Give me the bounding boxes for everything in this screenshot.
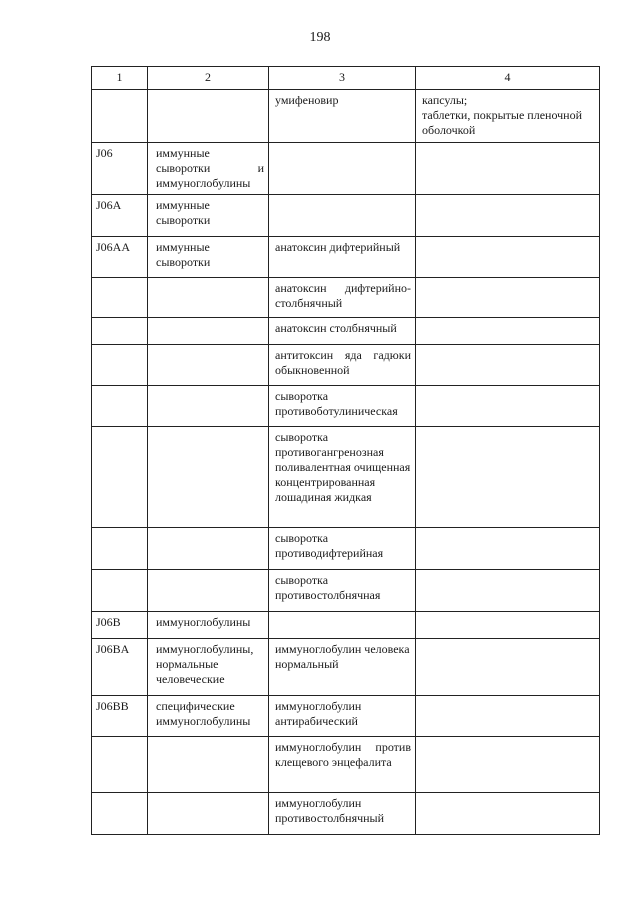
table-row: [92, 278, 600, 318]
drug-name-cell: [269, 143, 416, 195]
drug-name-cell: сыворотка противогангренозная поливалентная очищенная концентрированная лошадиная жидкая: [269, 427, 416, 528]
atc-code-cell: [92, 427, 148, 528]
table-row: [92, 386, 600, 427]
dosage-form-cell: [416, 570, 600, 612]
dosage-form-cell: [416, 237, 600, 278]
dosage-form-cell: [416, 427, 600, 528]
table-row: [92, 696, 600, 737]
atc-code-cell: [92, 90, 148, 143]
page-number: 198: [309, 30, 331, 45]
table-row: [92, 318, 600, 345]
column-header: 2: [148, 67, 269, 90]
table-row: [92, 612, 600, 639]
dosage-form-cell: [416, 318, 600, 345]
atc-code-cell: [92, 793, 148, 835]
group-name-cell: [148, 570, 269, 612]
group-name-cell: иммунные сыворотки: [148, 237, 269, 278]
table-row: [92, 639, 600, 696]
group-name-cell: [148, 427, 269, 528]
table-row: [92, 737, 600, 793]
group-name-cell: [148, 793, 269, 835]
group-name-cell: [148, 386, 269, 427]
drug-name-cell: [269, 612, 416, 639]
atc-code-cell: [92, 345, 148, 386]
dosage-form-cell: [416, 386, 600, 427]
group-name-cell: иммуноглобулины: [148, 612, 269, 639]
atc-code-cell: J06BA: [92, 639, 148, 696]
atc-code-cell: [92, 318, 148, 345]
table-row: [92, 90, 600, 143]
table-row: [92, 237, 600, 278]
atc-code-cell: [92, 737, 148, 793]
dosage-form-cell: [416, 793, 600, 835]
table-row: [92, 195, 600, 237]
column-header: 4: [416, 67, 600, 90]
atc-code-cell: [92, 386, 148, 427]
atc-code-cell: J06: [92, 143, 148, 195]
table-row: [92, 570, 600, 612]
drug-name-cell: анатоксин столбнячный: [269, 318, 416, 345]
group-name-cell: иммунные сыворотки и иммуноглобулины: [148, 143, 269, 195]
dosage-form-cell: [416, 639, 600, 696]
group-name-cell: [148, 737, 269, 793]
table-header-row: [92, 67, 600, 90]
column-header: 3: [269, 67, 416, 90]
atc-code-cell: [92, 278, 148, 318]
group-name-cell: [148, 278, 269, 318]
group-name-cell: [148, 345, 269, 386]
drug-name-cell: иммуноглобулин противостолбнячный: [269, 793, 416, 835]
drug-name-cell: умифеновир: [269, 90, 416, 143]
atc-code-cell: J06AA: [92, 237, 148, 278]
dosage-form-cell: [416, 90, 600, 143]
dosage-form-cell: [416, 195, 600, 237]
group-name-cell: иммуноглобулины, нормальные человеческие: [148, 639, 269, 696]
atc-code-cell: J06B: [92, 612, 148, 639]
drug-name-cell: иммуноглобулин антирабический: [269, 696, 416, 737]
dosage-form-cell: [416, 737, 600, 793]
dosage-form-text: капсулы; таблетки, покрытые пленочной оболочкой: [422, 93, 583, 137]
atc-code-cell: [92, 570, 148, 612]
drug-name-cell: сыворотка противодифтерийная: [269, 528, 416, 570]
dosage-form-cell: [416, 612, 600, 639]
atc-code-cell: [92, 528, 148, 570]
group-name-cell: специфические иммуноглобулины: [148, 696, 269, 737]
drug-name-cell: сыворотка противоботулиническая: [269, 386, 416, 427]
group-name-cell: [148, 528, 269, 570]
column-header: 1: [92, 67, 148, 90]
dosage-form-cell: [416, 345, 600, 386]
dosage-form-cell: [416, 143, 600, 195]
drug-name-cell: [269, 195, 416, 237]
group-name-cell: иммунные сыворотки: [148, 195, 269, 237]
drug-name-cell: антитоксин яда гадюки обыкновенной: [269, 345, 416, 386]
drug-table: [91, 66, 600, 835]
group-name-cell: [148, 318, 269, 345]
drug-name-cell: иммуноглобулин против клещевого энцефалита: [269, 737, 416, 793]
drug-name-cell: анатоксин дифтерийно-столбнячный: [269, 278, 416, 318]
atc-code-cell: J06A: [92, 195, 148, 237]
table-row: [92, 143, 600, 195]
dosage-form-cell: [416, 696, 600, 737]
drug-name-cell: анатоксин дифтерийный: [269, 237, 416, 278]
drug-name-cell: сыворотка противостолбнячная: [269, 570, 416, 612]
group-name-cell: [148, 90, 269, 143]
dosage-form-cell: [416, 528, 600, 570]
table-row: [92, 345, 600, 386]
atc-code-cell: J06BB: [92, 696, 148, 737]
drug-name-cell: иммуноглобулин человека нормальный: [269, 639, 416, 696]
table-row: [92, 793, 600, 835]
table-row: [92, 427, 600, 528]
table-row: [92, 528, 600, 570]
dosage-form-cell: [416, 278, 600, 318]
